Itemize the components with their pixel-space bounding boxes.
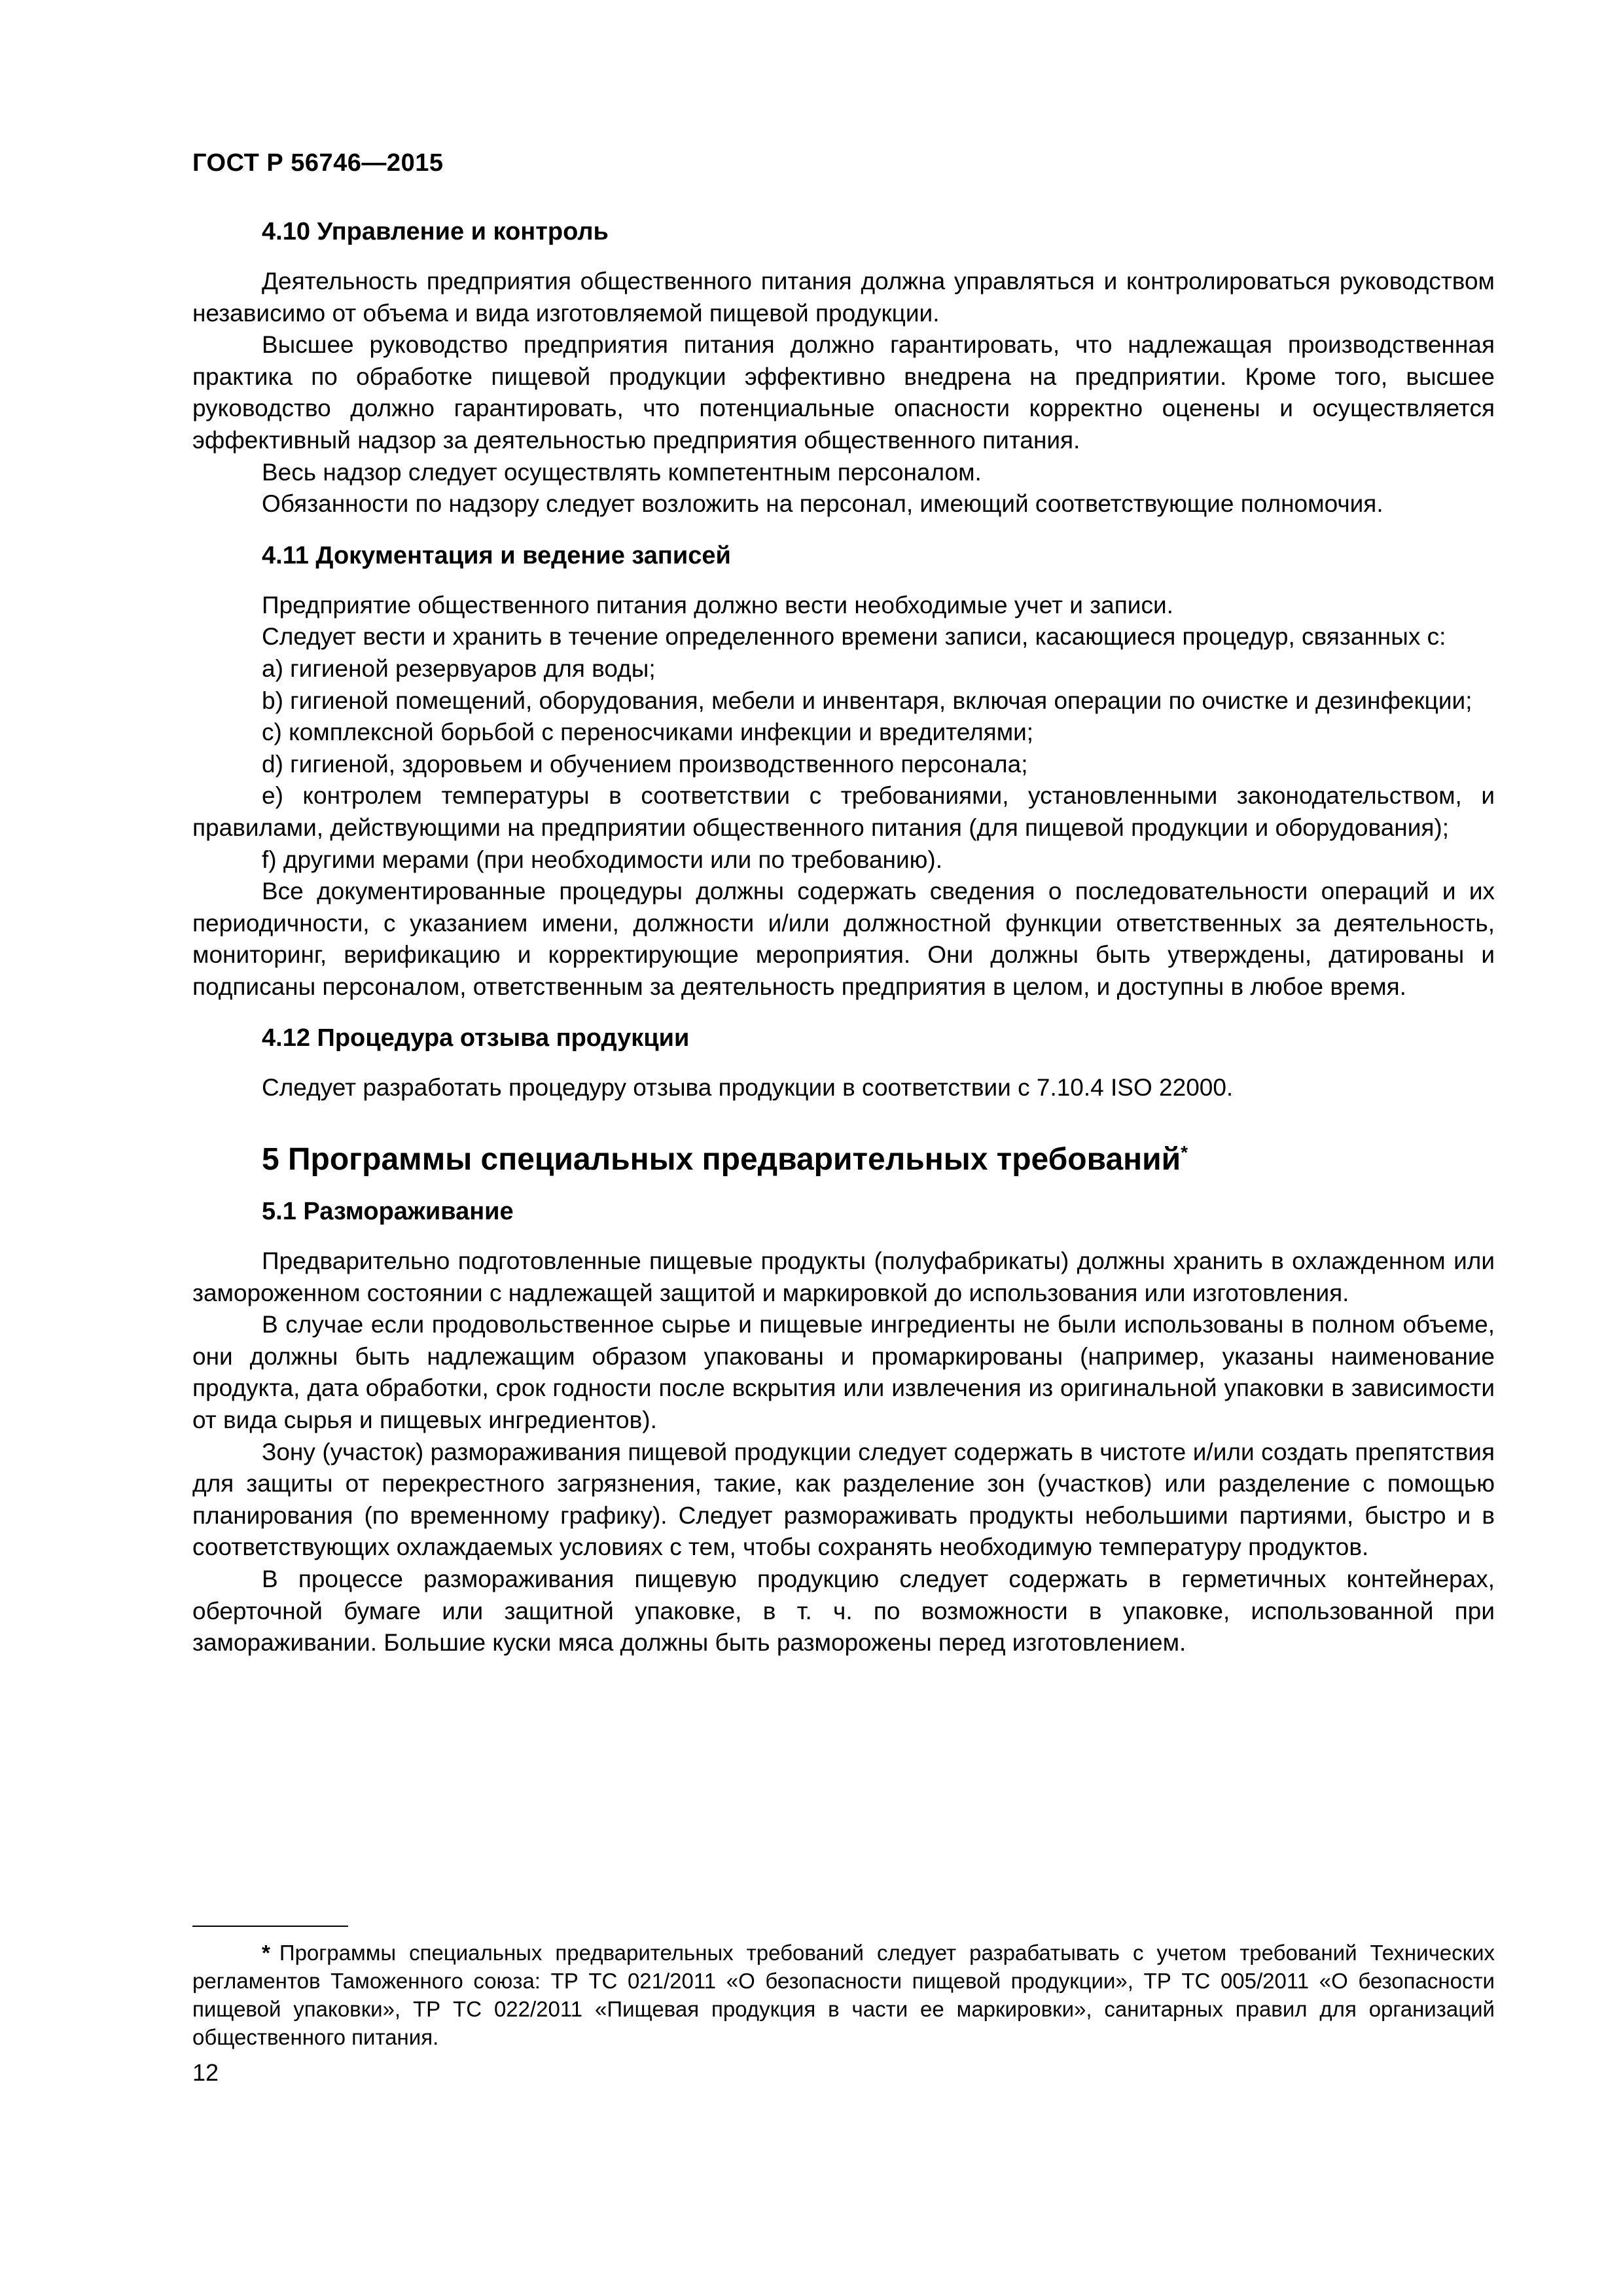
- paragraph: Зону (участок) размораживания пищевой продукции следует содержать в чистоте и/или создать препятствия для защиты от перекрестного загрязнения, такие, как разделение зон (участков) или разделение с помощью планирования (по временному графику). Следует размораживать продукты небольшими партиями, быстро и в соответствующих охлаждаемых условиях с тем, чтобы сохранять необходимую температуру продуктов.: [192, 1438, 1495, 1561]
- list-item: f) другими мерами (при необходимости или по требованию).: [262, 846, 943, 873]
- paragraph: Предприятие общественного питания должно вести необходимые учет и записи.: [262, 591, 1173, 619]
- paragraph: Следует разработать процедуру отзыва продукции в соответствии с 7.10.4 ISO 22000.: [262, 1074, 1234, 1102]
- paragraph: Весь надзор следует осуществлять компетентным персоналом.: [262, 458, 982, 486]
- paragraph: Все документированные процедуры должны содержать сведения о последовательности операций и их периодичности, с указанием имени, должности и/или должностной функции ответственных за деятельность, мониторинг, верификацию и корректирующие мероприятия. Они должны быть утверждены, датированы и подписаны персоналом, ответственным за деятельность предприятия в целом, и доступны в любое время.: [192, 878, 1495, 1000]
- paragraph: Обязанности по надзору следует возложить на персонал, имеющий соответствующие полномочия.: [262, 490, 1383, 518]
- document-id: ГОСТ Р 56746—2015: [192, 149, 444, 177]
- paragraph: В случае если продовольственное сырье и пищевые ингредиенты не были использованы в полном объеме, они должны быть надлежащим образом упакованы и промаркированы (например, указаны наименование продукта, дата обработки, срок годности после вскрытия или извлечения из оригинальной упаковки в зависимости от вида сырья и пищевых ингредиентов).: [192, 1311, 1495, 1434]
- section-4-11-title: 4.11 Документация и ведение записей: [262, 541, 731, 569]
- footnote-separator: [192, 1926, 348, 1927]
- paragraph: В процессе размораживания пищевую продукцию следует содержать в герметичных контейнерах, оберточной бумаге или защитной упаковке, в т. ч. по возможности в упаковке, использованной при замораживании. Большие куски мяса должны быть разморожены перед изготовлением.: [192, 1566, 1495, 1657]
- section-4-12-title: 4.12 Процедура отзыва продукции: [262, 1024, 690, 1052]
- page-content: [192, 216, 1495, 1659]
- footnote-text: Программы специальных предварительных требований следует разрабатывать с учетом требований Технических регламентов Таможенного союза: ТР ТС 021/2011 «О безопасности пищевой продукции», ТР ТС 005/2011 «О безопасности пищевой упаковки», ТР ТС 022/2011 «Пищевая продукция в части ее маркировки», санитарных правил для организаций общественного питания.: [192, 1941, 1495, 2049]
- paragraph: Предварительно подготовленные пищевые продукты (полуфабрикаты) должны хранить в охлажденном или замороженном состоянии с надлежащей защитой и маркировкой до использования или изготовления.: [192, 1247, 1495, 1306]
- section-5-title-text: 5 Программы специальных предварительных требований: [262, 1142, 1181, 1177]
- list-item: a) гигиеной резервуаров для воды;: [262, 655, 656, 682]
- section-4-10-title: 4.10 Управление и контроль: [262, 218, 609, 245]
- paragraph: Следует вести и хранить в течение определенного времени записи, касающиеся процедур, связанных с:: [262, 623, 1446, 651]
- paragraph: Деятельность предприятия общественного питания должна управляться и контролироваться руководством независимо от объема и вида изготовляемой пищевой продукции.: [192, 268, 1495, 327]
- footnote-mark: *: [262, 1941, 270, 1965]
- list-item: e) контролем температуры в соответствии с требованиями, установленными законодательством, и правилами, действующими на предприятии общественного питания (для пищевой продукции и оборудования);: [192, 782, 1495, 841]
- section-5-1-title: 5.1 Размораживание: [262, 1198, 514, 1226]
- list-item: c) комплексной борьбой с переносчиками инфекции и вредителями;: [262, 719, 1034, 746]
- page-number: 12: [192, 2059, 219, 2086]
- footnote-reference: *: [1181, 1142, 1188, 1163]
- paragraph: Высшее руководство предприятия питания должно гарантировать, что надлежащая производственная практика по обработке пищевой продукции эффективно внедрена на предприятии. Кроме того, высшее руководство должно гарантировать, что потенциальные опасности корректно оценены и осуществляется эффективный надзор за деятельностью предприятия общественного питания.: [192, 331, 1495, 454]
- list-item: b) гигиеной помещений, оборудования, мебели и инвентаря, включая операции по очистке и дезинфекции;: [262, 687, 1472, 714]
- footnote: [192, 1939, 1495, 2051]
- section-5-title: [192, 1141, 1495, 1179]
- list-item: d) гигиеной, здоровьем и обучением производственного персонала;: [262, 750, 1028, 778]
